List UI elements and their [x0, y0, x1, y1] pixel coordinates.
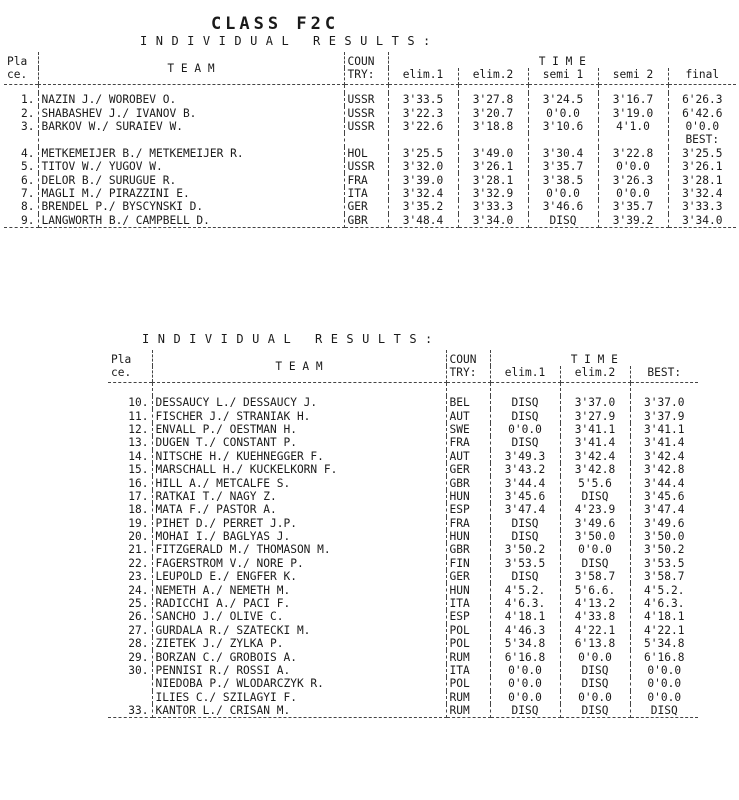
section1-subtitle: INDIVIDUAL RESULTS: [140, 34, 439, 48]
time-cell: 3'26.3 [598, 173, 668, 186]
team-cell: PIHET D./ PERRET J.P. [152, 517, 446, 530]
time-cell: 4'18.1 [490, 610, 560, 623]
team-cell: MAGLI M./ PIRAZZINI E. [38, 187, 344, 200]
time-cell: 3'32.9 [458, 187, 528, 200]
place-cell: 5. [4, 160, 38, 173]
individual-results-table [108, 350, 698, 718]
time-cell: DISQ [560, 677, 630, 690]
time-cell: 3'50.0 [644, 530, 685, 544]
header-place-a: Pla [4, 52, 38, 68]
time-cell: 0'0.0 [528, 106, 598, 119]
time-cell: DISQ [560, 664, 630, 677]
country-cell: USSR [344, 93, 388, 106]
table-row [108, 570, 698, 583]
team-cell: DELOR B./ SURUGUE R. [38, 173, 344, 186]
time-cell: DISQ [630, 704, 698, 718]
header-semi1: semi 1 [528, 68, 598, 85]
time-cell: 0'0.0 [560, 650, 630, 663]
country-cell: GER [446, 570, 490, 583]
section2-subtitle: INDIVIDUAL RESULTS: [142, 332, 441, 346]
time-cell: 4'22.1 [644, 623, 685, 637]
table-row [108, 530, 698, 543]
place-cell: 30. [108, 664, 152, 677]
time-cell: 3'42.4 [560, 450, 630, 463]
time-cell: 3'34.0 [668, 214, 736, 228]
time-cell: 3'32.0 [388, 160, 458, 173]
team-cell: ZIETEK J./ ZYLKA P. [152, 637, 446, 650]
time-cell: 3'44.4 [644, 476, 685, 490]
time-cell: 3'22.6 [388, 120, 458, 133]
team-cell: GURDALA R./ SZATECKI M. [152, 624, 446, 637]
time-cell: 0'0.0 [490, 677, 560, 690]
time-cell: 3'49.3 [490, 450, 560, 463]
time-cell: 3'37.9 [644, 409, 685, 423]
country-cell: GBR [344, 214, 388, 228]
header-final: final [668, 68, 736, 85]
time-cell: 0'0.0 [490, 423, 560, 436]
table-row [108, 664, 698, 677]
table-row [108, 691, 698, 704]
time-cell: 3'20.7 [458, 106, 528, 119]
time-cell: 3'24.5 [528, 93, 598, 106]
team-cell: PENNISI R./ ROSSI A. [152, 664, 446, 677]
time-cell: 0'0.0 [560, 543, 630, 556]
team-cell: BRENDEL P./ BYSCYNSKI D. [38, 200, 344, 213]
time-cell: 6'13.8 [560, 637, 630, 650]
team-cell: ENVALL P./ OESTMAN H. [152, 423, 446, 436]
time-cell: 4'5.2. [644, 583, 685, 597]
team-cell: RADICCHI A./ PACI F. [152, 597, 446, 610]
time-cell: 6'42.6 [682, 106, 723, 120]
country-cell: BEL [446, 396, 490, 409]
team-cell: FAGERSTROM V./ NORE P. [152, 557, 446, 570]
time-cell: 3'34.0 [458, 214, 528, 228]
country-cell: ESP [446, 610, 490, 623]
time-cell: 3'49.6 [644, 516, 685, 530]
place-cell: 1. [4, 93, 38, 106]
header-place-a: Pla [108, 350, 152, 366]
table-row [108, 637, 698, 650]
header-country-a: COUN [446, 350, 490, 366]
time-cell: 0'0.0 [560, 691, 630, 704]
time-cell: 3'41.4 [644, 436, 685, 450]
place-cell: 29. [108, 650, 152, 663]
place-cell: 22. [108, 557, 152, 570]
table-row [4, 133, 736, 146]
table-row [108, 463, 698, 476]
team-cell: FITZGERALD M./ THOMASON M. [152, 543, 446, 556]
place-cell: 8. [4, 200, 38, 213]
table-row [4, 187, 736, 200]
team-cell: LEUPOLD E./ ENGFER K. [152, 570, 446, 583]
time-cell: DISQ [490, 517, 560, 530]
table-row [108, 409, 698, 422]
country-cell: ITA [446, 664, 490, 677]
time-cell: 4'22.1 [560, 624, 630, 637]
header-elim1: elim.1 [490, 366, 560, 383]
time-cell: 3'22.3 [388, 106, 458, 119]
time-cell: 3'41.4 [560, 436, 630, 449]
team-cell: MOHAI I./ BAGLYAS J. [152, 530, 446, 543]
place-cell: 23. [108, 570, 152, 583]
time-cell: 3'39.0 [388, 173, 458, 186]
time-cell: 3'41.1 [560, 423, 630, 436]
time-cell: 3'50.2 [644, 543, 685, 557]
place-cell: 11. [108, 409, 152, 422]
place-cell: 9. [4, 214, 38, 228]
place-cell: 4. [4, 147, 38, 160]
country-cell: GBR [446, 543, 490, 556]
time-cell: 6'16.8 [490, 650, 560, 663]
table-row [108, 677, 698, 690]
time-cell: 4'18.1 [644, 610, 685, 624]
time-cell: 0'0.0 [685, 119, 720, 133]
table-row [108, 436, 698, 449]
place-cell: 18. [108, 503, 152, 516]
time-cell: 3'50.0 [560, 530, 630, 543]
table-row [108, 597, 698, 610]
time-cell: 4'6.3. [644, 597, 685, 611]
header-best: BEST: [630, 366, 698, 383]
time-cell: DISQ [490, 396, 560, 409]
place-cell: 6. [4, 173, 38, 186]
team-cell: SHABASHEV J./ IVANOV B. [38, 106, 344, 119]
time-cell: 3'58.7 [560, 570, 630, 583]
place-cell: 26. [108, 610, 152, 623]
time-cell: 4'13.2 [560, 597, 630, 610]
time-cell: 5'34.8 [644, 637, 685, 651]
team-cell: MARSCHALL H./ KUCKELKORN F. [152, 463, 446, 476]
place-cell: 3. [4, 120, 38, 133]
place-cell: 33. [108, 704, 152, 718]
time-cell: 0'0.0 [647, 664, 682, 677]
time-cell: 3'45.6 [644, 489, 685, 503]
time-cell: 6'26.3 [682, 93, 723, 107]
time-cell: 3'33.3 [682, 200, 723, 214]
table-row [4, 160, 736, 173]
header-elim2: elim.2 [458, 68, 528, 85]
time-cell: DISQ [490, 570, 560, 583]
country-cell: FRA [446, 436, 490, 449]
time-cell [458, 133, 528, 146]
country-cell: POL [446, 624, 490, 637]
time-cell: 4'5.2. [490, 583, 560, 596]
place-cell: 15. [108, 463, 152, 476]
table-row [4, 93, 736, 106]
place-cell: 27. [108, 624, 152, 637]
country-cell: GER [446, 463, 490, 476]
time-cell: 3'42.8 [644, 463, 685, 477]
time-cell: DISQ [490, 409, 560, 422]
country-cell: FIN [446, 557, 490, 570]
country-cell: HOL [344, 147, 388, 160]
time-cell: 3'28.1 [458, 173, 528, 186]
time-cell: 3'27.8 [458, 93, 528, 106]
team-cell: METKEMEIJER B./ METKEMEIJER R. [38, 147, 344, 160]
team-cell: NAZIN J./ WOROBEV O. [38, 93, 344, 106]
team-cell: LANGWORTH B./ CAMPBELL D. [38, 214, 344, 228]
country-cell: ITA [446, 597, 490, 610]
header-semi2: semi 2 [598, 68, 668, 85]
time-cell: 3'37.0 [560, 396, 630, 409]
country-cell: FRA [344, 173, 388, 186]
time-cell [528, 133, 598, 146]
time-cell: 4'6.3. [490, 597, 560, 610]
time-cell: 3'42.4 [644, 449, 685, 463]
team-cell [38, 133, 344, 146]
table-row [108, 490, 698, 503]
time-cell: 3'37.0 [644, 396, 685, 410]
final-results-table [4, 52, 736, 228]
place-cell [108, 677, 152, 690]
time-cell: 3'47.4 [644, 503, 685, 517]
time-cell: 3'16.7 [598, 93, 668, 106]
time-cell: 3'18.8 [458, 120, 528, 133]
time-cell: BEST: [685, 133, 720, 147]
place-cell: 14. [108, 450, 152, 463]
time-cell: 4'23.9 [560, 503, 630, 516]
time-cell: 3'48.4 [388, 214, 458, 228]
time-cell: 3'35.7 [598, 200, 668, 213]
team-cell: ILIES C./ SZILAGYI F. [152, 691, 446, 704]
table-row [108, 423, 698, 436]
country-cell: GER [344, 200, 388, 213]
team-cell: SANCHO J./ OLIVE C. [152, 610, 446, 623]
time-cell: 4'46.3 [490, 624, 560, 637]
country-cell: HUN [446, 583, 490, 596]
country-cell: USSR [344, 120, 388, 133]
time-cell: DISQ [560, 490, 630, 503]
table-row [108, 517, 698, 530]
time-cell: 3'26.1 [682, 160, 723, 174]
team-cell: DESSAUCY L./ DESSAUCY J. [152, 396, 446, 409]
country-cell: POL [446, 677, 490, 690]
place-cell: 16. [108, 476, 152, 489]
table-row [4, 214, 736, 228]
team-cell: BARKOV W./ SURAIEV W. [38, 120, 344, 133]
time-cell: 3'45.6 [490, 490, 560, 503]
country-cell: AUT [446, 409, 490, 422]
header-country-b: TRY: [446, 366, 490, 383]
time-cell: 3'10.6 [528, 120, 598, 133]
header-time: T I M E [570, 353, 618, 366]
time-cell [598, 133, 668, 146]
table-row [4, 200, 736, 213]
header-team: T E A M [38, 52, 344, 85]
time-cell: 3'26.1 [458, 160, 528, 173]
team-cell: RATKAI T./ NAGY Z. [152, 490, 446, 503]
time-cell: 3'39.2 [598, 214, 668, 228]
time-cell: 0'0.0 [647, 690, 682, 704]
time-cell: 3'32.4 [682, 186, 723, 200]
country-cell: USSR [344, 160, 388, 173]
table-row [108, 650, 698, 663]
header-place-b: ce. [108, 366, 152, 383]
time-cell: 3'33.5 [388, 93, 458, 106]
time-cell: 3'58.7 [644, 570, 685, 584]
country-cell: RUM [446, 650, 490, 663]
time-cell: 0'0.0 [647, 677, 682, 691]
time-cell: 3'53.5 [644, 556, 685, 570]
time-cell: 5'5.6 [560, 476, 630, 489]
header-team: T E A M [152, 350, 446, 383]
time-cell: 5'6.6. [560, 583, 630, 596]
country-cell: SWE [446, 423, 490, 436]
time-cell: 3'49.0 [458, 147, 528, 160]
table-row [108, 450, 698, 463]
time-cell: 3'22.8 [598, 147, 668, 160]
place-cell: 7. [4, 187, 38, 200]
header-place-b: ce. [4, 68, 38, 85]
time-cell: 3'42.8 [560, 463, 630, 476]
time-cell: DISQ [490, 704, 560, 718]
country-cell: RUM [446, 691, 490, 704]
place-cell: 10. [108, 396, 152, 409]
time-cell: 3'50.2 [490, 543, 560, 556]
time-cell: 3'38.5 [528, 173, 598, 186]
place-cell: 21. [108, 543, 152, 556]
team-cell: KANTOR L./ CRISAN M. [152, 704, 446, 718]
country-cell: FRA [446, 517, 490, 530]
place-cell [108, 691, 152, 704]
time-cell: 3'44.4 [490, 476, 560, 489]
time-cell: 0'0.0 [490, 664, 560, 677]
place-cell: 19. [108, 517, 152, 530]
time-cell: 0'0.0 [528, 187, 598, 200]
table-row [108, 624, 698, 637]
time-cell: DISQ [490, 530, 560, 543]
table-row [4, 106, 736, 119]
country-cell: POL [446, 637, 490, 650]
time-cell: 3'25.5 [388, 147, 458, 160]
team-cell: MATA F./ PASTOR A. [152, 503, 446, 516]
table-row [108, 583, 698, 596]
team-cell: DUGEN T./ CONSTANT P. [152, 436, 446, 449]
team-cell: TITOV W./ YUGOV W. [38, 160, 344, 173]
country-cell: ITA [344, 187, 388, 200]
time-cell: 3'41.1 [644, 422, 685, 436]
time-cell: 3'43.2 [490, 463, 560, 476]
table-row [4, 173, 736, 186]
team-cell: NIEDOBA P./ WLODARCZYK R. [152, 677, 446, 690]
team-cell: BORZAN C./ GROBOIS A. [152, 650, 446, 663]
place-cell: 24. [108, 583, 152, 596]
time-cell: 3'28.1 [682, 173, 723, 187]
header-country-b: TRY: [344, 68, 388, 85]
table-row [4, 120, 736, 133]
time-cell: 0'0.0 [490, 691, 560, 704]
country-cell: AUT [446, 450, 490, 463]
time-cell: 3'30.4 [528, 147, 598, 160]
time-cell: 3'32.4 [388, 187, 458, 200]
country-cell [344, 133, 388, 146]
time-cell: 3'19.0 [598, 106, 668, 119]
header-time: T I M E [538, 55, 586, 68]
place-cell: 2. [4, 106, 38, 119]
team-cell: HILL A./ METCALFE S. [152, 476, 446, 489]
time-cell: 3'27.9 [560, 409, 630, 422]
table-row [108, 503, 698, 516]
time-cell: DISQ [560, 557, 630, 570]
time-cell [388, 133, 458, 146]
place-cell: 12. [108, 423, 152, 436]
time-cell: DISQ [560, 704, 630, 718]
time-cell: 6'16.8 [644, 650, 685, 664]
table-row [108, 543, 698, 556]
time-cell: 3'49.6 [560, 517, 630, 530]
time-cell: DISQ [490, 436, 560, 449]
time-cell: 3'35.2 [388, 200, 458, 213]
team-cell: NITSCHE H./ KUEHNEGGER F. [152, 450, 446, 463]
team-cell: NEMETH A./ NEMETH M. [152, 583, 446, 596]
time-cell: DISQ [528, 214, 598, 228]
document-title: CLASS F2C [210, 14, 340, 34]
time-cell: 0'0.0 [598, 187, 668, 200]
header-elim1: elim.1 [388, 68, 458, 85]
table-row [108, 396, 698, 409]
table-row [108, 704, 698, 718]
table-row [108, 476, 698, 489]
table-row [4, 147, 736, 160]
country-cell: HUN [446, 490, 490, 503]
time-cell: 3'46.6 [528, 200, 598, 213]
time-cell: 3'53.5 [490, 557, 560, 570]
team-cell: FISCHER J./ STRANIAK H. [152, 409, 446, 422]
country-cell: ESP [446, 503, 490, 516]
country-cell: USSR [344, 106, 388, 119]
place-cell: 13. [108, 436, 152, 449]
time-cell: 4'1.0 [598, 120, 668, 133]
country-cell: GBR [446, 476, 490, 489]
place-cell: 20. [108, 530, 152, 543]
place-cell [4, 133, 38, 146]
country-cell: RUM [446, 704, 490, 718]
country-cell: HUN [446, 530, 490, 543]
time-cell: 5'34.8 [490, 637, 560, 650]
time-cell: 3'33.3 [458, 200, 528, 213]
header-country-a: COUN [344, 52, 388, 68]
time-cell: 3'47.4 [490, 503, 560, 516]
header-elim2: elim.2 [560, 366, 630, 383]
time-cell: 3'35.7 [528, 160, 598, 173]
time-cell: 3'25.5 [682, 146, 723, 160]
table-row [108, 557, 698, 570]
table-row [108, 610, 698, 623]
time-cell: 0'0.0 [598, 160, 668, 173]
time-cell: 4'33.8 [560, 610, 630, 623]
place-cell: 28. [108, 637, 152, 650]
place-cell: 25. [108, 597, 152, 610]
place-cell: 17. [108, 490, 152, 503]
